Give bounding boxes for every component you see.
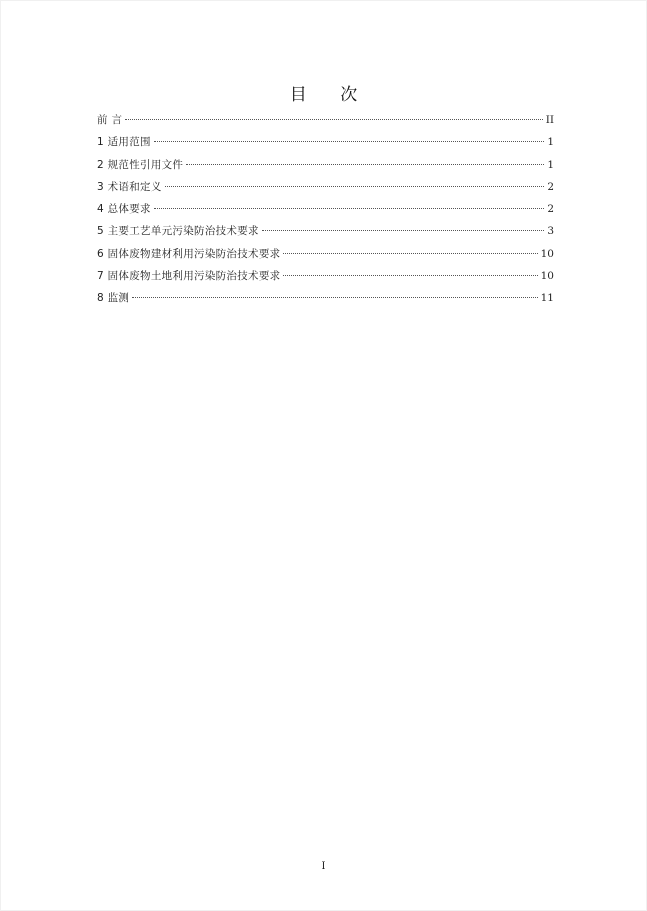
table-of-contents bbox=[97, 113, 554, 314]
footer-page-number: I bbox=[321, 861, 326, 872]
dot-leader bbox=[125, 119, 542, 120]
toc-entry-process-unit-requirements[interactable] bbox=[97, 224, 554, 246]
dot-leader bbox=[154, 208, 544, 209]
toc-entry-label: 4 总体要求 bbox=[97, 203, 151, 216]
toc-entry-label: 5 主要工艺单元污染防治技术要求 bbox=[97, 225, 259, 238]
dot-leader bbox=[283, 253, 537, 254]
toc-entry-scope[interactable] bbox=[97, 135, 554, 157]
dot-leader bbox=[186, 164, 544, 165]
toc-entry-label: 1 适用范围 bbox=[97, 136, 151, 149]
toc-entry-label: 7 固体废物土地利用污染防治技术要求 bbox=[97, 270, 281, 283]
dot-leader bbox=[132, 297, 537, 298]
toc-entry-label: 前 言 bbox=[97, 114, 123, 126]
toc-entry-label: 6 固体废物建材利用污染防治技术要求 bbox=[97, 247, 281, 260]
toc-entry-page: 3 bbox=[547, 225, 554, 238]
toc-entry-page: 1 bbox=[547, 158, 554, 171]
toc-entry-general-requirements[interactable] bbox=[97, 202, 554, 224]
toc-entry-foreword[interactable] bbox=[97, 113, 554, 135]
toc-entry-page: 10 bbox=[540, 247, 554, 260]
toc-entry-label: 2 规范性引用文件 bbox=[97, 158, 184, 171]
toc-title: 目 次 bbox=[289, 85, 372, 105]
toc-entry-building-material-utilization[interactable] bbox=[97, 247, 554, 269]
toc-entry-page: 11 bbox=[540, 292, 554, 305]
toc-entry-terms-definitions[interactable] bbox=[97, 180, 554, 202]
toc-entry-page: II bbox=[545, 114, 554, 126]
toc-entry-page: 2 bbox=[547, 203, 554, 216]
dot-leader bbox=[262, 230, 544, 231]
toc-entry-label: 3 术语和定义 bbox=[97, 180, 162, 193]
toc-entry-page: 10 bbox=[540, 270, 554, 283]
toc-entry-monitoring[interactable] bbox=[97, 291, 554, 313]
toc-entry-normative-references[interactable] bbox=[97, 158, 554, 180]
toc-entry-label: 8 监测 bbox=[97, 292, 130, 305]
toc-entry-page: 2 bbox=[547, 180, 554, 193]
toc-entry-land-utilization[interactable] bbox=[97, 269, 554, 291]
dot-leader bbox=[165, 186, 545, 187]
dot-leader bbox=[154, 141, 544, 142]
toc-entry-page: 1 bbox=[547, 136, 554, 149]
dot-leader bbox=[283, 275, 537, 276]
